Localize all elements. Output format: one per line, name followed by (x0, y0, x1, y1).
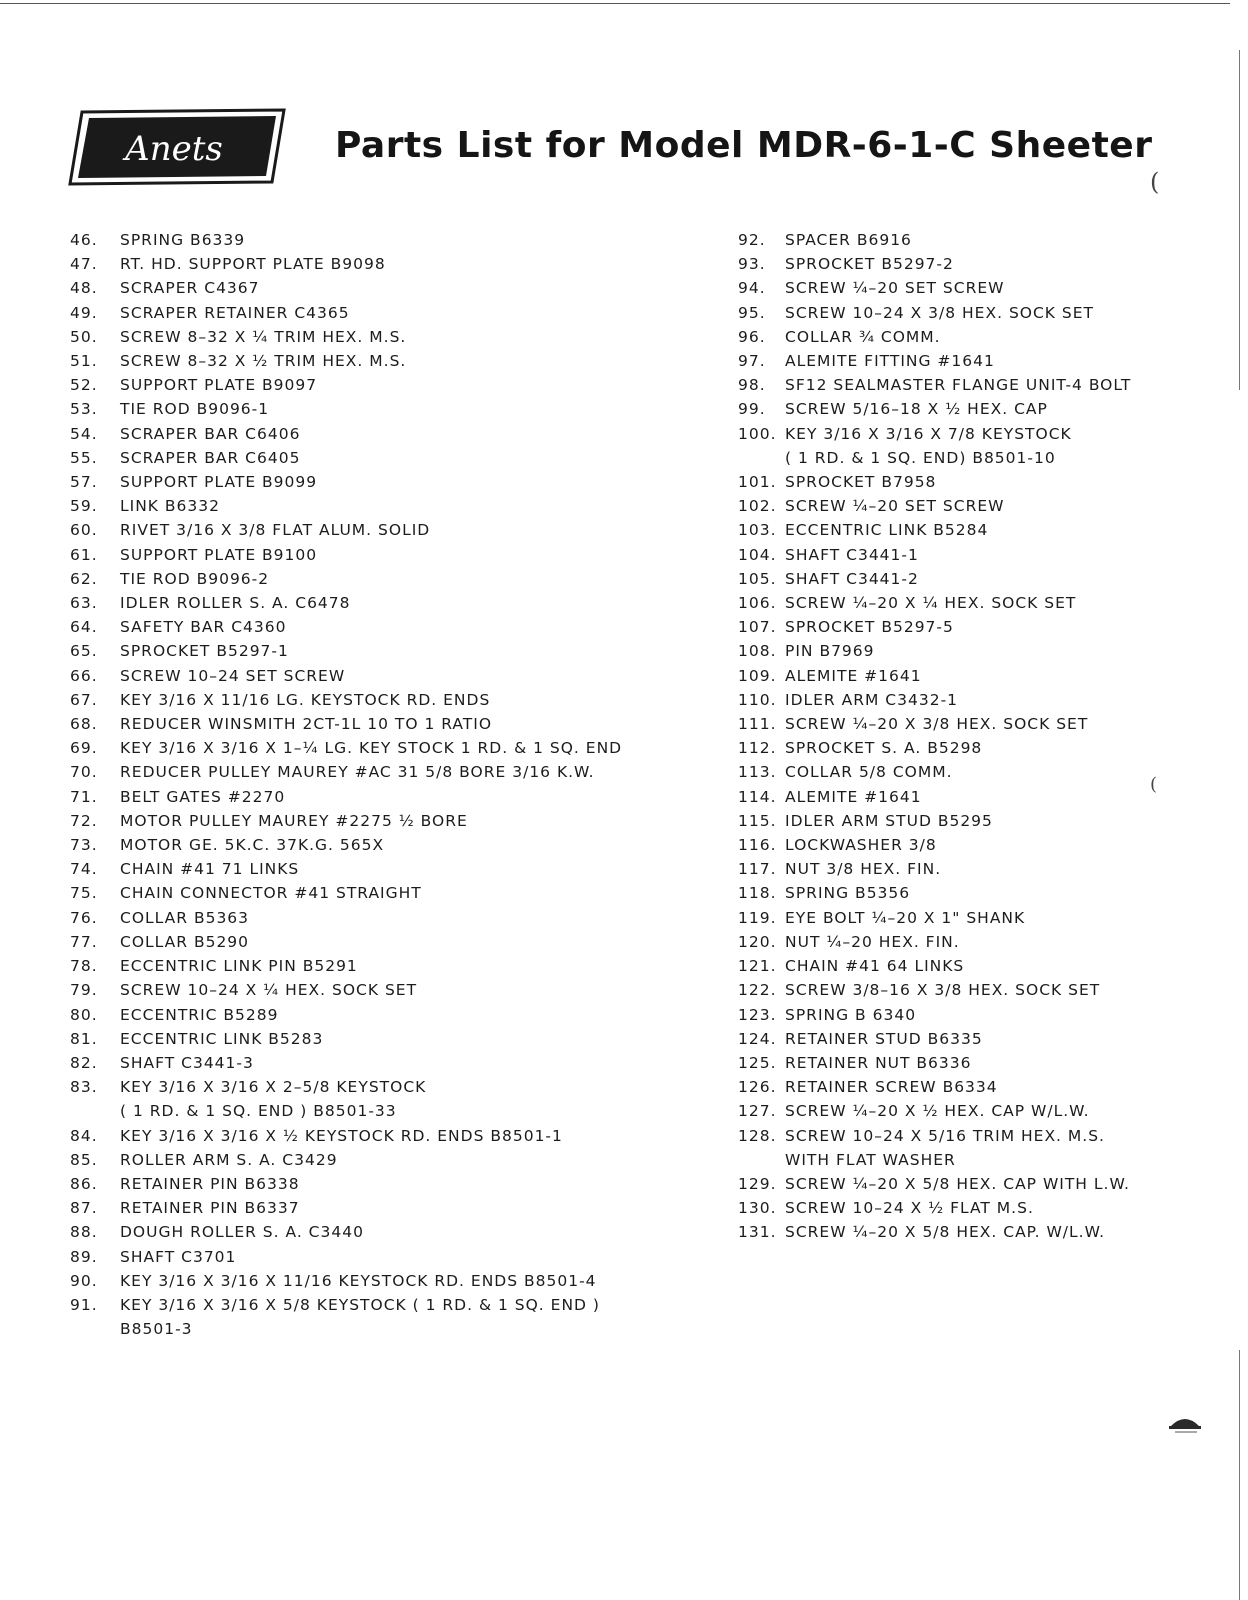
parts-list-item (738, 543, 1218, 567)
part-number: 103. (738, 521, 777, 540)
part-description: RETAINER SCREW B6334 (785, 1078, 998, 1097)
part-description: KEY 3/16 X 3/16 X 1–¼ LG. KEY STOCK 1 RD. & 1 SQ. END (120, 739, 623, 758)
parts-list-item (738, 252, 1218, 276)
part-number: 74. (70, 860, 98, 879)
svg-text:Anets: Anets (125, 129, 223, 169)
part-number: 113. (738, 763, 777, 782)
part-description: ECCENTRIC LINK PIN B5291 (120, 957, 358, 976)
parts-list-item (738, 397, 1218, 421)
part-description: LINK B6332 (120, 497, 220, 516)
parts-list-item (738, 809, 1218, 833)
part-number: 72. (70, 811, 98, 830)
parts-list-item (738, 978, 1218, 1002)
part-number: 80. (70, 1005, 98, 1024)
parts-list-item (738, 881, 1218, 905)
part-number: 97. (738, 352, 766, 371)
part-number: 52. (70, 376, 98, 395)
part-number: 61. (70, 545, 98, 564)
part-description: SCRAPER BAR C6405 (120, 448, 301, 467)
parts-list-item (738, 712, 1218, 736)
part-number: 81. (70, 1029, 98, 1048)
part-number: 87. (70, 1199, 98, 1218)
parts-list-item (70, 373, 670, 397)
part-number: 127. (738, 1102, 777, 1121)
parts-list-item (70, 1124, 670, 1148)
parts-list-item (70, 1148, 670, 1172)
parts-list-item (738, 615, 1218, 639)
part-description: SCREW ¼–20 X 3/8 HEX. SOCK SET (785, 715, 1089, 734)
part-description: IDLER ARM C3432-1 (785, 690, 959, 709)
part-number: 109. (738, 666, 777, 685)
part-description: SPRING B6339 (120, 231, 246, 249)
part-description: NUT ¼–20 HEX. FIN. (785, 932, 960, 951)
parts-list-item (70, 930, 670, 954)
parts-list-item (70, 1075, 670, 1123)
part-description: SCREW ¼–20 X ¼ HEX. SOCK SET (785, 594, 1077, 613)
part-number: 66. (70, 666, 98, 685)
part-number: 84. (70, 1126, 98, 1145)
part-description: RETAINER PIN B6338 (120, 1174, 300, 1193)
parts-list-left (70, 228, 670, 1341)
parts-list-item (738, 664, 1218, 688)
part-description: SCREW 10–24 X 3/8 HEX. SOCK SET (785, 303, 1094, 322)
part-number: 105. (738, 569, 777, 588)
part-description: SCREW ¼–20 SET SCREW (785, 497, 1005, 516)
part-description: KEY 3/16 X 3/16 X 2–5/8 KEYSTOCK ( 1 RD. & 1 SQ. END ) B8501-33 (120, 1078, 427, 1121)
part-number: 91. (70, 1295, 98, 1314)
part-description: SCREW ¼–20 X 5/8 HEX. CAP. W/L.W. (785, 1223, 1106, 1242)
parts-list-item (738, 470, 1218, 494)
parts-list-item (738, 1075, 1218, 1099)
part-number: 106. (738, 594, 777, 613)
part-description: SCREW 10–24 X ¼ HEX. SOCK SET (120, 981, 418, 1000)
parts-list-item (70, 1293, 670, 1341)
part-number: 82. (70, 1053, 98, 1072)
parts-list-item (70, 422, 670, 446)
part-number: 51. (70, 352, 98, 371)
part-number: 54. (70, 424, 98, 443)
part-description: ECCENTRIC LINK B5283 (120, 1029, 324, 1048)
part-description: KEY 3/16 X 3/16 X ½ KEYSTOCK RD. ENDS B8501-1 (120, 1126, 563, 1145)
part-description: SCREW 10–24 X 5/16 TRIM HEX. M.S. WITH FLAT WASHER (785, 1126, 1105, 1169)
part-description: COLLAR ¾ COMM. (785, 327, 941, 346)
parts-list-item (70, 518, 670, 542)
part-number: 79. (70, 981, 98, 1000)
part-number: 92. (738, 231, 766, 249)
part-number: 112. (738, 739, 777, 758)
parts-list-item (70, 252, 670, 276)
parts-list-item (738, 1172, 1218, 1196)
part-description: EYE BOLT ¼–20 X 1" SHANK (785, 908, 1026, 927)
part-description: KEY 3/16 X 3/16 X 7/8 KEYSTOCK ( 1 RD. & 1 SQ. END) B8501-10 (785, 424, 1072, 467)
parts-list-item (70, 301, 670, 325)
parts-list-item (70, 1172, 670, 1196)
parts-list-item (70, 785, 670, 809)
parts-list-item (738, 325, 1218, 349)
part-description: ALEMITE #1641 (785, 666, 922, 685)
part-description: SF12 SEALMASTER FLANGE UNIT-4 BOLT (785, 376, 1132, 395)
part-description: RIVET 3/16 X 3/8 FLAT ALUM. SOLID (120, 521, 431, 540)
parts-list-item (738, 422, 1218, 470)
part-description: SCREW ¼–20 X ½ HEX. CAP W/L.W. (785, 1102, 1090, 1121)
part-description: SCREW 3/8–16 X 3/8 HEX. SOCK SET (785, 981, 1101, 1000)
part-description: SCREW 5/16–18 X ½ HEX. CAP (785, 400, 1048, 419)
part-number: 129. (738, 1174, 777, 1193)
part-description: SCREW ¼–20 X 5/8 HEX. CAP WITH L.W. (785, 1174, 1130, 1193)
part-number: 77. (70, 932, 98, 951)
parts-list-item (70, 1245, 670, 1269)
part-number: 99. (738, 400, 766, 419)
part-description: SHAFT C3441-2 (785, 569, 919, 588)
parts-list-item (738, 906, 1218, 930)
part-number: 117. (738, 860, 777, 879)
part-number: 119. (738, 908, 777, 927)
parts-list-item (70, 276, 670, 300)
part-number: 71. (70, 787, 98, 806)
part-description: RT. HD. SUPPORT PLATE B9098 (120, 255, 386, 274)
parts-list-item (738, 785, 1218, 809)
part-description: RETAINER PIN B6337 (120, 1199, 300, 1218)
part-number: 102. (738, 497, 777, 516)
part-description: BELT GATES #2270 (120, 787, 286, 806)
part-description: SPROCKET B5297-5 (785, 618, 954, 637)
part-description: CHAIN CONNECTOR #41 STRAIGHT (120, 884, 422, 903)
part-number: 60. (70, 521, 98, 540)
part-number: 49. (70, 303, 98, 322)
part-number: 95. (738, 303, 766, 322)
parts-list-item (70, 446, 670, 470)
parts-list-item (738, 301, 1218, 325)
parts-list-item (70, 881, 670, 905)
part-description: SPRING B 6340 (785, 1005, 917, 1024)
parts-list-item (70, 760, 670, 784)
parts-list-item (70, 1051, 670, 1075)
parts-list-item (70, 591, 670, 615)
part-description: ECCENTRIC LINK B5284 (785, 521, 989, 540)
part-number: 94. (738, 279, 766, 298)
part-description: ALEMITE FITTING #1641 (785, 352, 995, 371)
part-description: CHAIN #41 64 LINKS (785, 957, 965, 976)
part-description: ECCENTRIC B5289 (120, 1005, 279, 1024)
parts-list-item (738, 639, 1218, 663)
part-description: SAFETY BAR C4360 (120, 618, 287, 637)
parts-list-item (70, 1003, 670, 1027)
part-number: 124. (738, 1029, 777, 1048)
part-number: 115. (738, 811, 777, 830)
part-description: RETAINER NUT B6336 (785, 1053, 972, 1072)
corner-emblem-icon (1167, 1412, 1203, 1434)
part-number: 50. (70, 327, 98, 346)
top-border-line (0, 3, 1230, 4)
part-number: 78. (70, 957, 98, 976)
part-number: 85. (70, 1150, 98, 1169)
part-description: SPROCKET B5297-1 (120, 642, 289, 661)
part-number: 130. (738, 1199, 777, 1218)
part-number: 122. (738, 981, 777, 1000)
parts-list-item (70, 1269, 670, 1293)
parts-list-item (70, 1196, 670, 1220)
part-number: 111. (738, 715, 777, 734)
parts-list-item (70, 1220, 670, 1244)
part-number: 114. (738, 787, 777, 806)
part-description: SCRAPER C4367 (120, 279, 260, 298)
parts-list-item (70, 857, 670, 881)
part-description: KEY 3/16 X 11/16 LG. KEYSTOCK RD. ENDS (120, 690, 491, 709)
part-description: SHAFT C3701 (120, 1247, 237, 1266)
parts-list-item (738, 930, 1218, 954)
parts-list-right (738, 228, 1218, 1245)
part-number: 69. (70, 739, 98, 758)
parts-list-item (70, 325, 670, 349)
part-number: 125. (738, 1053, 777, 1072)
part-description: SUPPORT PLATE B9099 (120, 473, 318, 492)
part-number: 55. (70, 448, 98, 467)
part-number: 110. (738, 690, 777, 709)
part-number: 128. (738, 1126, 777, 1145)
parts-list-item (738, 688, 1218, 712)
right-border-line-lower (1239, 1350, 1240, 1600)
parts-list-item (738, 1220, 1218, 1244)
part-description: SCRAPER BAR C6406 (120, 424, 301, 443)
part-number: 104. (738, 545, 777, 564)
part-description: KEY 3/16 X 3/16 X 5/8 KEYSTOCK ( 1 RD. & 1 SQ. END ) B8501-3 (120, 1295, 600, 1339)
part-number: 126. (738, 1078, 777, 1097)
part-description: SPROCKET B5297-2 (785, 255, 954, 274)
parts-list-item (70, 494, 670, 518)
part-number: 73. (70, 836, 98, 855)
part-description: IDLER ARM STUD B5295 (785, 811, 993, 830)
part-number: 96. (738, 327, 766, 346)
part-number: 64. (70, 618, 98, 637)
part-number: 131. (738, 1223, 777, 1242)
parts-list-item (738, 736, 1218, 760)
part-description: REDUCER WINSMITH 2CT-1L 10 TO 1 RATIO (120, 715, 493, 734)
part-description: SCRAPER RETAINER C4365 (120, 303, 350, 322)
part-description: COLLAR 5/8 COMM. (785, 763, 953, 782)
part-number: 120. (738, 932, 777, 951)
part-number: 108. (738, 642, 777, 661)
right-border-line (1239, 50, 1240, 390)
part-number: 123. (738, 1005, 777, 1024)
part-description: REDUCER PULLEY MAUREY #AC 31 5/8 BORE 3/16 K.W. (120, 763, 595, 782)
parts-list-item (738, 954, 1218, 978)
part-number: 48. (70, 279, 98, 298)
parts-list-item (738, 857, 1218, 881)
part-number: 67. (70, 690, 98, 709)
parts-list-item (738, 591, 1218, 615)
part-number: 116. (738, 836, 777, 855)
part-description: SCREW 10–24 SET SCREW (120, 666, 346, 685)
part-description: SHAFT C3441-1 (785, 545, 919, 564)
part-description: SUPPORT PLATE B9097 (120, 376, 318, 395)
part-number: 57. (70, 473, 98, 492)
parts-list-item (738, 1003, 1218, 1027)
part-number: 62. (70, 569, 98, 588)
part-number: 89. (70, 1247, 98, 1266)
part-description: TIE ROD B9096-1 (120, 400, 270, 419)
part-number: 53. (70, 400, 98, 419)
part-description: DOUGH ROLLER S. A. C3440 (120, 1223, 364, 1242)
scan-mark: ( (1150, 774, 1158, 795)
parts-list-item (70, 906, 670, 930)
parts-list-item (738, 349, 1218, 373)
part-number: 100. (738, 424, 777, 443)
part-description: MOTOR GE. 5K.C. 37K.G. 565X (120, 836, 385, 855)
part-number: 93. (738, 255, 766, 274)
part-description: SHAFT C3441-3 (120, 1053, 254, 1072)
parts-list-item (70, 954, 670, 978)
part-number: 63. (70, 594, 98, 613)
parts-list-item (738, 760, 1218, 784)
part-description: SUPPORT PLATE B9100 (120, 545, 318, 564)
part-description: LOCKWASHER 3/8 (785, 836, 937, 855)
part-number: 121. (738, 957, 777, 976)
parts-list-item (70, 470, 670, 494)
part-number: 65. (70, 642, 98, 661)
part-description: SCREW ¼–20 SET SCREW (785, 279, 1005, 298)
part-description: RETAINER STUD B6335 (785, 1029, 983, 1048)
part-number: 90. (70, 1271, 98, 1290)
parts-list-item (70, 978, 670, 1002)
part-number: 101. (738, 473, 777, 492)
parts-list-item (70, 639, 670, 663)
part-description: SPROCKET B7958 (785, 473, 937, 492)
parts-list-item (70, 688, 670, 712)
parts-list-item (70, 809, 670, 833)
part-number: 68. (70, 715, 98, 734)
parts-list-item (738, 494, 1218, 518)
parts-list-item (738, 1124, 1218, 1172)
parts-list-item (70, 349, 670, 373)
part-number: 47. (70, 255, 98, 274)
part-description: SPROCKET S. A. B5298 (785, 739, 983, 758)
parts-list-item (70, 567, 670, 591)
parts-list-item (70, 736, 670, 760)
parts-list-item (738, 1051, 1218, 1075)
part-description: KEY 3/16 X 3/16 X 11/16 KEYSTOCK RD. ENDS B8501-4 (120, 1271, 597, 1290)
parts-list-item (70, 833, 670, 857)
part-description: COLLAR B5363 (120, 908, 250, 927)
part-description: CHAIN #41 71 LINKS (120, 860, 300, 879)
parts-list-item (738, 276, 1218, 300)
parts-list-item (70, 615, 670, 639)
part-description: ROLLER ARM S. A. C3429 (120, 1150, 338, 1169)
part-number: 46. (70, 231, 98, 249)
parts-list-item (738, 518, 1218, 542)
part-number: 83. (70, 1078, 98, 1097)
part-number: 59. (70, 497, 98, 516)
part-description: SCREW 10–24 X ½ FLAT M.S. (785, 1199, 1034, 1218)
part-number: 75. (70, 884, 98, 903)
parts-list-item (738, 1099, 1218, 1123)
parts-list-item (738, 1027, 1218, 1051)
parts-list-item (70, 712, 670, 736)
part-number: 70. (70, 763, 98, 782)
anets-logo (68, 108, 288, 186)
part-description: SCREW 8–32 X ½ TRIM HEX. M.S. (120, 352, 407, 371)
part-number: 107. (738, 618, 777, 637)
part-description: ALEMITE #1641 (785, 787, 922, 806)
parts-list-item (70, 397, 670, 421)
part-number: 86. (70, 1174, 98, 1193)
part-description: NUT 3/8 HEX. FIN. (785, 860, 942, 879)
part-number: 118. (738, 884, 777, 903)
parts-list-item (738, 228, 1218, 252)
parts-list-item (70, 1027, 670, 1051)
scan-mark: ( (1150, 168, 1160, 196)
part-description: TIE ROD B9096-2 (120, 569, 270, 588)
part-number: 98. (738, 376, 766, 395)
parts-list-item (738, 567, 1218, 591)
part-description: SCREW 8–32 X ¼ TRIM HEX. M.S. (120, 327, 407, 346)
part-number: 76. (70, 908, 98, 927)
parts-list-item (738, 1196, 1218, 1220)
page-title: Parts List for Model MDR-6-1-C Sheeter (335, 125, 1153, 166)
parts-list-item (70, 664, 670, 688)
parts-list-item (738, 373, 1218, 397)
part-description: SPACER B6916 (785, 231, 912, 249)
parts-list-item (738, 833, 1218, 857)
part-description: PIN B7969 (785, 642, 875, 661)
parts-list-item (70, 228, 670, 252)
part-number: 88. (70, 1223, 98, 1242)
part-description: SPRING B5356 (785, 884, 911, 903)
parts-list-item (70, 543, 670, 567)
part-description: MOTOR PULLEY MAUREY #2275 ½ BORE (120, 811, 468, 830)
part-description: IDLER ROLLER S. A. C6478 (120, 594, 351, 613)
part-description: COLLAR B5290 (120, 932, 250, 951)
